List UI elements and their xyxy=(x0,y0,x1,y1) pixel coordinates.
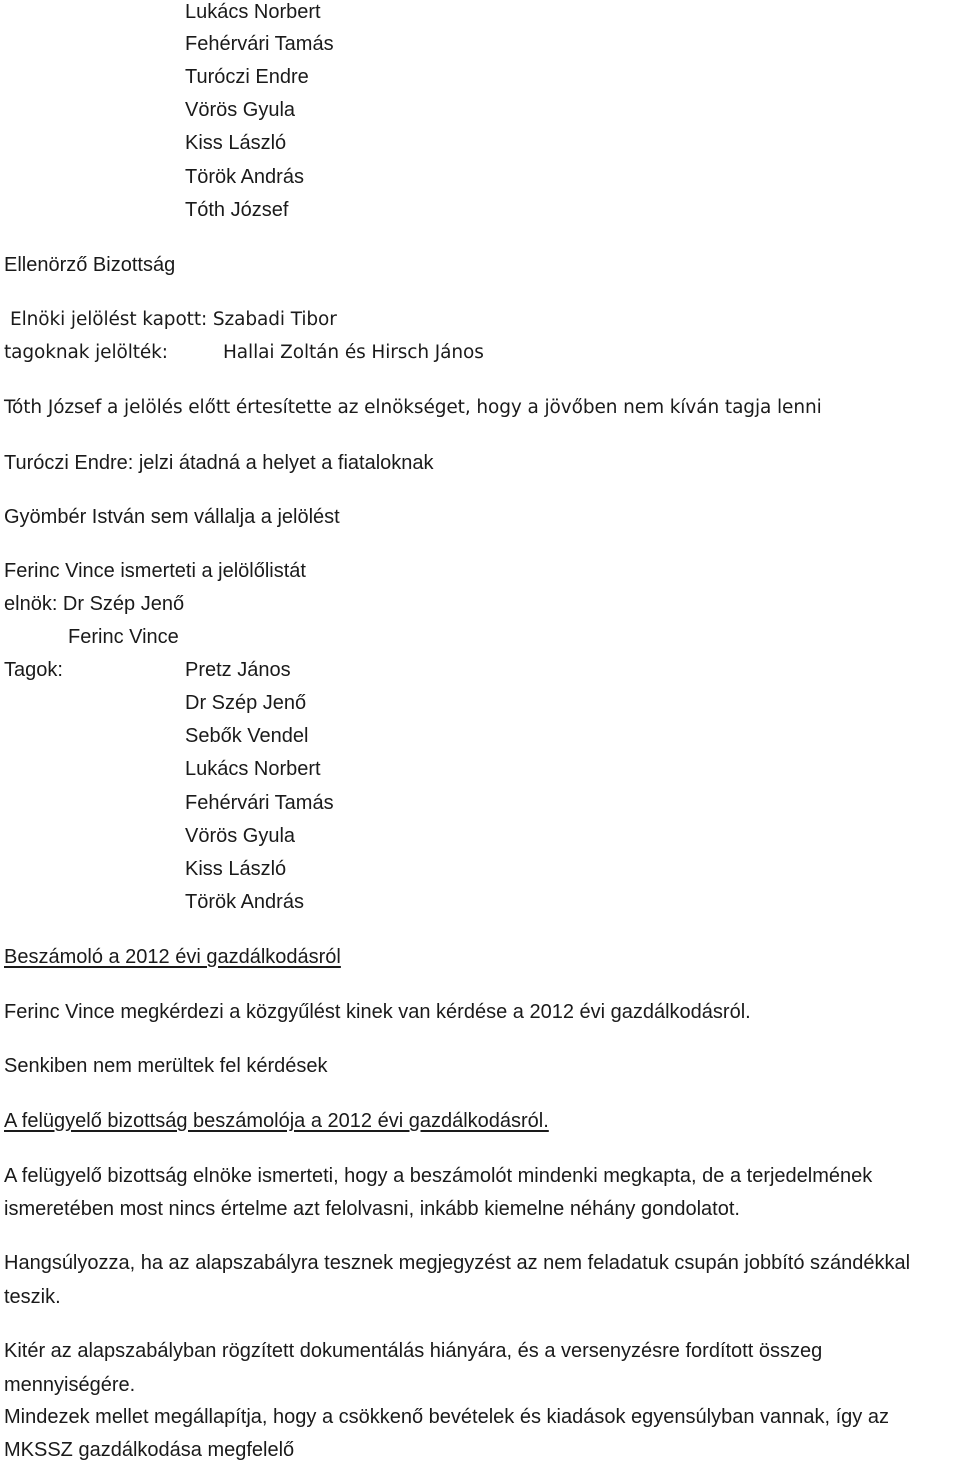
list-item: Kiss László xyxy=(185,858,287,880)
members-label: tagoknak jelölték: xyxy=(4,342,168,363)
paragraph-line: teszik. xyxy=(4,1286,61,1308)
note-paragraph: Tóth József a jelölés előtt értesítette az elnökséget, hogy a jövőben nem kíván tagja lenni xyxy=(4,397,822,418)
paragraph-line: MKSSZ gazdálkodása megfelelő xyxy=(4,1439,295,1461)
list-item: Tóth József xyxy=(185,199,289,221)
list-item: Kiss László xyxy=(185,132,287,154)
list-item: Török András xyxy=(185,891,304,913)
list-item: Lukács Norbert xyxy=(185,1,321,23)
list-item: Lukács Norbert xyxy=(185,758,321,780)
chair-nomination-line: Elnöki jelölést kapott: Szabadi Tibor xyxy=(10,309,337,330)
paragraph-line: Hangsúlyozza, ha az alapszabályra tesznek megjegyzést az nem feladatuk csupán jobbító szándékkal xyxy=(4,1252,911,1274)
list-item: Vörös Gyula xyxy=(185,99,296,121)
section-heading: Beszámoló a 2012 évi gazdálkodásról xyxy=(4,946,341,968)
paragraph-line: A felügyelő bizottság elnöke ismerteti, hogy a beszámolót mindenki megkapta, de a terjedelmének xyxy=(4,1165,873,1187)
paragraph-line: mennyiségére. xyxy=(4,1374,136,1396)
list-item: Sebők Vendel xyxy=(185,725,309,747)
members-label: Tagok: xyxy=(4,659,63,681)
list-item: Fehérvári Tamás xyxy=(185,33,334,55)
paragraph-line: Mindezek mellet megállapítja, hogy a csökkenő bevételek és kiadások egyensúlyban vannak, így az xyxy=(4,1406,889,1428)
paragraph: Ferinc Vince megkérdezi a közgyűlést kinek van kérdése a 2012 évi gazdálkodásról. xyxy=(4,1001,751,1023)
section-heading: Ellenörző Bizottság xyxy=(4,254,176,276)
paragraph: Senkiben nem merültek fel kérdések xyxy=(4,1055,328,1077)
nomination-chair-2: Ferinc Vince xyxy=(68,626,179,648)
note-paragraph: Turóczi Endre: jelzi átadná a helyet a fiataloknak xyxy=(4,452,434,474)
list-item: Turóczi Endre xyxy=(185,66,309,88)
list-item: Pretz János xyxy=(185,659,291,681)
members-value: Hallai Zoltán és Hirsch János xyxy=(223,342,484,363)
note-paragraph: Gyömbér István sem vállalja a jelölést xyxy=(4,506,340,528)
paragraph-line: Kitér az alapszabályban rögzített dokumentálás hiányára, és a versenyzésre fordított összeg xyxy=(4,1340,823,1362)
paragraph-line: ismeretében most nincs értelme azt felolvasni, inkább kiemelne néhány gondolatot. xyxy=(4,1198,740,1220)
nomination-intro: Ferinc Vince ismerteti a jelölőlistát xyxy=(4,560,306,582)
list-item: Vörös Gyula xyxy=(185,825,296,847)
list-item: Dr Szép Jenő xyxy=(185,692,307,714)
section-heading: A felügyelő bizottság beszámolója a 2012 évi gazdálkodásról. xyxy=(4,1110,549,1132)
nomination-chair: elnök: Dr Szép Jenő xyxy=(4,593,185,615)
list-item: Fehérvári Tamás xyxy=(185,792,334,814)
list-item: Török András xyxy=(185,166,304,188)
